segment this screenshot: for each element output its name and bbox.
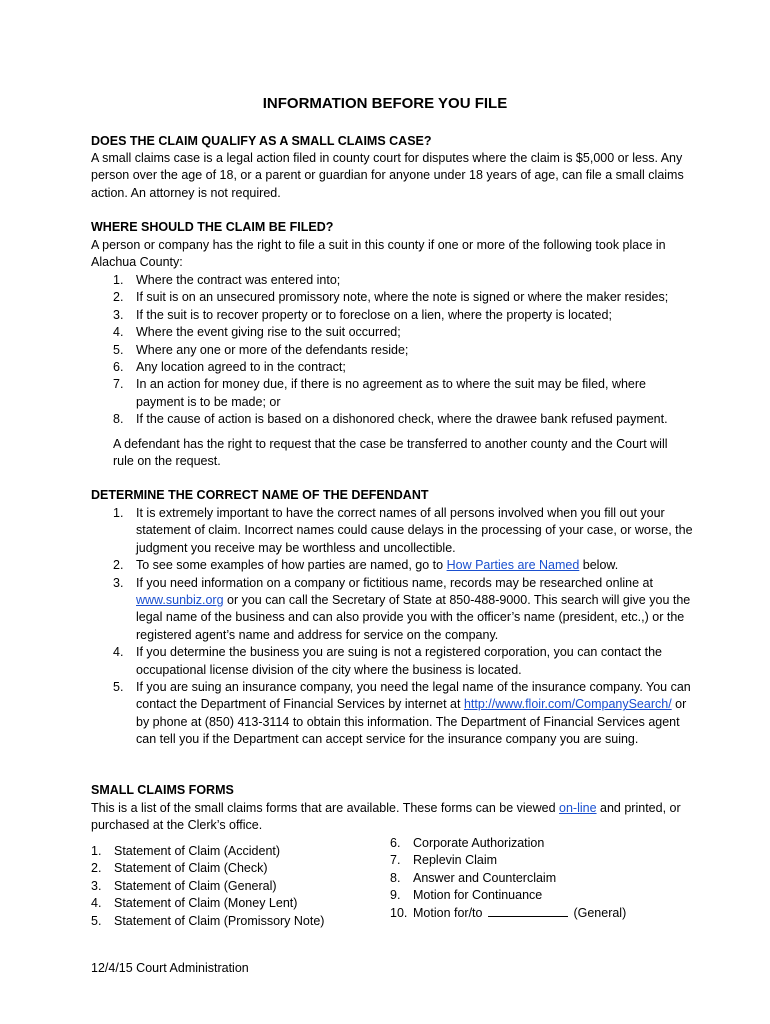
list-item: 6. Corporate Authorization [390,836,545,850]
list-item: 5. Statement of Claim (Promissory Note) [91,913,325,928]
online-forms-link[interactable]: on-line [559,801,597,815]
list-item: 3. If the suit is to recover property or to foreclose on a lien, where the property is located; [113,307,612,322]
list-item: 3. If you need information on a company or fictitious name, records may be researched online at www.sunbiz.org or you can call the Secretary of State at 850-488-9000. This search will give you the legal name of the business and can also provide you with the officer’s name (president, etc.,) or the registered agent’s name and address for service on the company. [113,575,691,642]
sunbiz-link[interactable]: www.sunbiz.org [136,593,224,608]
list-item: 10. Motion for/to (General) [390,905,627,920]
list-item: 9. Motion for Continuance [390,888,543,903]
list-item: 2. Statement of Claim (Check) [91,861,268,876]
list-item: 4. Where the event giving rise to the suit occurred; [113,325,401,340]
where-heading: WHERE SHOULD THE CLAIM BE FILED? [91,220,334,234]
qualify-paragraph: A small claims case is a legal action filed in county court for disputes where the claim is $5,000 or less. Any person over the age of 18, or a parent or guardian for anyone under 18 years of age, can file a small claims action. An attorney is not required. [91,151,684,200]
page-title: INFORMATION BEFORE YOU FILE [262,95,508,112]
list-item: 8. Answer and Counterclaim [390,870,557,885]
footer-text: 12/4/15 Court Administration [91,961,249,975]
list-item: 8. If the cause of action is based on a dishonored check, where the drawee bank refused payment. [113,412,668,427]
where-intro: A person or company has the right to file a suit in this county if one or more of the following took place in Alachua County: [91,238,666,270]
qualify-heading: DOES THE CLAIM QUALIFY AS A SMALL CLAIMS CASE? [91,134,432,148]
how-parties-named-link[interactable]: How Parties are Named [446,558,580,573]
defendant-list [113,505,693,749]
where-list [113,272,693,429]
forms-heading: SMALL CLAIMS FORMS [91,783,234,797]
list-item: 1. Statement of Claim (Accident) [91,844,281,858]
blank-line [488,905,568,917]
list-item: 7. In an action for money due, if there is no agreement as to where the suit may be filed, where payment is to be made; or [113,377,647,409]
list-item: 6. Any location agreed to in the contract; [113,360,346,375]
list-item: 5. If you are suing an insurance company, you need the legal name of the insurance company. You can contact the Department of Financial Services by internet at http://www.floir.com/CompanySearch/ or by phone at (850) 413-3114 to obtain this information. The Department of Financial Services agent can tell you if the Department can accept service for the insurance company you are suing. [113,680,691,747]
list-item: 2. To see some examples of how parties are named, go to How Parties are Named below. [113,558,619,573]
list-item: 1. Where the contract was entered into; [113,273,341,287]
list-item: 4. If you determine the business you are suing is not a registered corporation, you can contact the occupational license division of the city where the business is located. [113,645,663,677]
forms-list-right [390,835,690,922]
forms-intro: This is a list of the small claims forms that are available. These forms can be viewed on-line and printed, or purchased at the Clerk’s office. [91,801,681,833]
list-item: 4. Statement of Claim (Money Lent) [91,896,298,911]
list-item: 7. Replevin Claim [390,853,498,868]
list-item: 2. If suit is on an unsecured promissory note, where the note is signed or where the maker resides; [113,290,669,305]
defendant-heading: DETERMINE THE CORRECT NAME OF THE DEFENDANT [91,488,429,502]
floir-link[interactable]: http://www.floir.com/CompanySearch/ [463,697,672,712]
list-item: 1. It is extremely important to have the correct names of all persons involved when you fill out your statement of claim. Incorrect names could cause delays in the processing of your case, or worse, the judgment you receive may be worthless and uncollectible. [113,506,693,555]
list-item: 5. Where any one or more of the defendants reside; [113,342,409,357]
forms-list-left [91,843,381,930]
transfer-note: A defendant has the right to request that the case be transferred to another county and the Court will rule on the request. [113,437,668,469]
list-item: 3. Statement of Claim (General) [91,878,277,893]
